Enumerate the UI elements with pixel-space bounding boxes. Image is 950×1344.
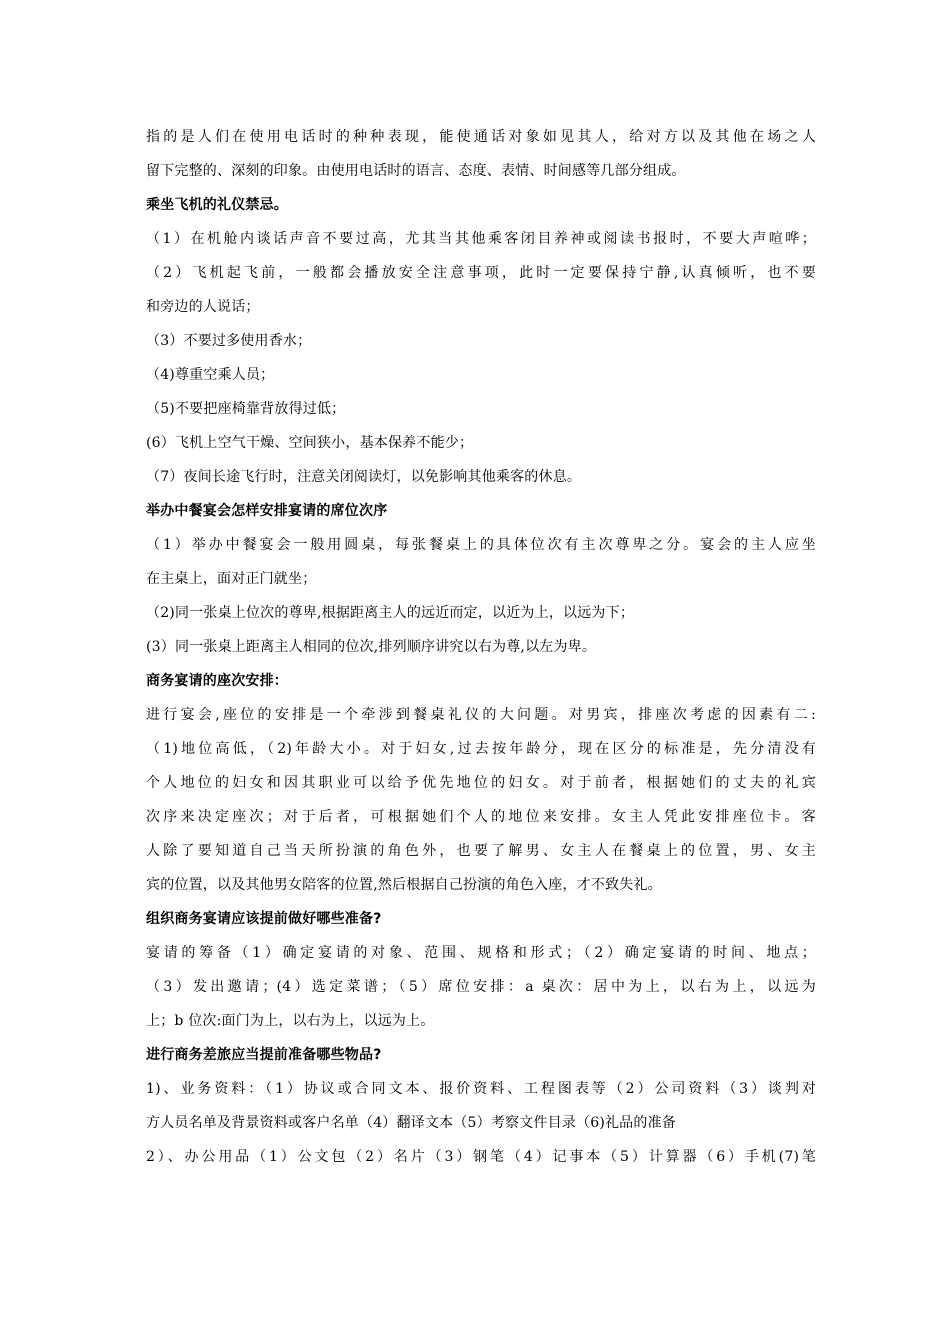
section-heading: 商务宴请的座次安排： bbox=[146, 673, 288, 689]
section-heading: 进行商务差旅应当提前准备哪些物品? bbox=[146, 1047, 382, 1063]
text-line: （4)尊重空乘人员； bbox=[146, 367, 275, 383]
text-line: 宴请的筹备（1）确定宴请的对象、范围、规格和形式；（2）确定宴请的时间、地点； bbox=[146, 945, 816, 961]
text-line: 留下完整的、深刻的印象。由使用电话时的语言、态度、表情、时间感等几部分组成。 bbox=[146, 163, 686, 179]
text-line: （1）在机舱内谈话声音不要过高，尤其当其他乘客闭目养神或阅读书报时，不要大声喧哗； bbox=[146, 231, 816, 247]
section-heading: 乘坐飞机的礼仪禁忌。 bbox=[146, 197, 288, 213]
text-line: 进行宴会,座位的安排是一个牵涉到餐桌礼仪的大问题。对男宾，排座次考虑的因素有二: bbox=[146, 707, 816, 723]
text-line: (6）飞机上空气干燥、空间狭小，基本保养不能少； bbox=[146, 435, 474, 451]
text-line: (3）同一张桌上距离主人相同的位次,排列顺序讲究以右为尊,以左为卑。 bbox=[146, 639, 597, 655]
text-line: 人除了要知道自己当天所扮演的角色外，也要了解男、女主人在餐桌上的位置，男、女主 bbox=[146, 843, 816, 859]
text-line: 指的是人们在使用电话时的种种表现，能使通话对象如见其人，给对方以及其他在场之人 bbox=[146, 129, 816, 145]
text-line: （7）夜间长途飞行时，注意关闭阅读灯，以免影响其他乘客的休息。 bbox=[146, 469, 582, 485]
text-line: 2）、办公用品（1）公文包（2）名片（3）钢笔（4）记事本（5）计算器（6）手机(7)笔 bbox=[146, 1149, 816, 1165]
text-line: 和旁边的人说话； bbox=[146, 299, 260, 315]
text-line: （2)同一张桌上位次的尊卑,根据距离主人的远近而定，以近为上，以远为下； bbox=[146, 605, 635, 621]
text-line: （1）举办中餐宴会一般用圆桌，每张餐桌上的具体位次有主次尊卑之分。宴会的主人应坐 bbox=[146, 537, 816, 553]
text-line: 上；b 位次:面门为上，以右为上，以远为上。 bbox=[146, 1013, 435, 1029]
text-line: 个人地位的妇女和因其职业可以给予优先地位的妇女。对于前者，根据她们的丈夫的礼宾 bbox=[146, 775, 816, 791]
text-line: （2）飞机起飞前，一般都会播放安全注意事项，此时一定要保持宁静,认真倾听，也不要 bbox=[146, 265, 816, 281]
text-line: 方人员名单及背景资料或客户名单（4）翻译文本（5）考察文件目录（6)礼品的准备 bbox=[146, 1115, 676, 1131]
section-heading: 举办中餐宴会怎样安排宴请的席位次序 bbox=[146, 503, 388, 519]
text-line: （1)地位高低，（2)年龄大小。对于妇女,过去按年龄分，现在区分的标准是，先分清没有 bbox=[146, 741, 816, 757]
text-line: 1)、业务资料：（1）协议或合同文本、报价资料、工程图表等（2）公司资料（3）谈判对 bbox=[146, 1081, 816, 1097]
text-line: 宾的位置，以及其他男女陪客的位置,然后根据自己扮演的角色入座，才不致失礼。 bbox=[146, 877, 662, 893]
document-body bbox=[146, 120, 816, 1174]
text-line: 次序来决定座次；对于后者，可根据她们个人的地位来安排。女主人凭此安排座位卡。客 bbox=[146, 809, 816, 825]
text-line: （3）不要过多使用香水； bbox=[146, 333, 312, 349]
text-line: 在主桌上，面对正门就坐； bbox=[146, 571, 317, 587]
text-line: （5)不要把座椅靠背放得过低； bbox=[146, 401, 346, 417]
text-line: （3）发出邀请；(4）选定菜谱；（5）席位安排：a 桌次：居中为上，以右为上，以远为 bbox=[146, 979, 816, 995]
section-heading: 组织商务宴请应该提前做好哪些准备? bbox=[146, 911, 382, 927]
